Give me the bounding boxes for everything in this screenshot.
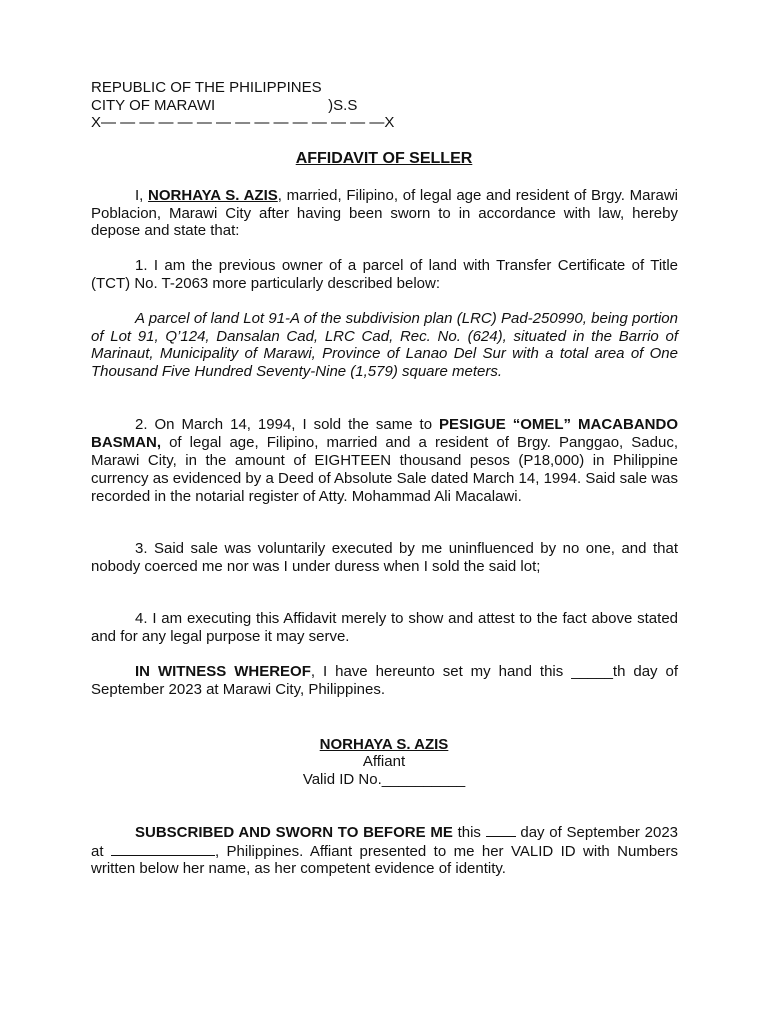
header-republic: REPUBLIC OF THE PHILIPPINES — [91, 79, 322, 96]
witness-paragraph — [91, 663, 678, 698]
jurat-month: day of September 2023 at — [91, 824, 678, 860]
intro-post: , married, Filipino, of legal age and resident of Brgy. Marawi Poblacion, Marawi City after having been sworn to in accordance with law, hereby depose and state that: — [91, 187, 678, 240]
witness-text: , I have hereunto set my hand this _____th day of September 2023 at Marawi City, Philippines. — [91, 663, 678, 698]
intro-paragraph — [91, 187, 678, 240]
jurat-paragraph — [91, 823, 678, 878]
paragraph-1: 1. I am the previous owner of a parcel of land with Transfer Certificate of Title (TCT) No. T-2063 more particularly described below: — [91, 257, 678, 292]
document-header — [91, 79, 691, 132]
jurat-lead: SUBSCRIBED AND SWORN TO BEFORE ME — [135, 824, 453, 841]
para2-pre: 2. On March 14, 1994, I sold the same to — [135, 416, 433, 433]
witness-lead: IN WITNESS WHEREOF — [135, 663, 311, 680]
day-blank[interactable] — [486, 823, 516, 837]
jurat-this: this — [457, 824, 481, 841]
paragraph-3: 3. Said sale was voluntarily executed by me uninfluenced by no one, and that nobody coerced me nor was I under duress when I sold the said lot; — [91, 540, 678, 575]
para2-post: of legal age, Filipino, married and a resident of Brgy. Panggao, Saduc, Marawi City, in the amount of EIGHTEEN thousand pesos (P18,000) in Philippine currency as evidenced by a Deed of Absolute Sale dated March 14, 1994. Said sale was recorded in the notarial register of Atty. Mohammad Ali Macalawi. — [91, 434, 678, 505]
signature-role: Affiant — [362, 753, 406, 770]
header-city: CITY OF MARAWI — [91, 96, 216, 114]
signature-valid-id: Valid ID No.__________ — [302, 771, 466, 788]
affiant-name: NORHAYA S. AZIS — [148, 187, 278, 204]
header-city-line — [91, 97, 691, 115]
paragraph-4: 4. I am executing this Affidavit merely to show and attest to the fact above stated and for any legal purpose it may serve. — [91, 610, 678, 645]
land-description: A parcel of land Lot 91-A of the subdivision plan (LRC) Pad-250990, being portion of Lot 91, Q’124, Dansalan Cad, LRC Cad, Rec. No. (624), situated in the Barrio of Marinaut, Municipality of Marawi, Province of Lanao Del Sur with a total area of One Thousand Five Hundred Seventy-Nine (1,579) square meters. — [91, 310, 678, 380]
document-title: AFFIDAVIT OF SELLER — [295, 150, 473, 167]
jurat-rest: , Philippines. Affiant presented to me her VALID ID with Numbers written below her name, as her competent evidence of identity. — [91, 842, 678, 878]
signature-name: NORHAYA S. AZIS — [319, 736, 449, 753]
header-ss: )S.S — [328, 96, 358, 114]
buyer-name: PESIGUE “OMEL” MACABANDO BASMAN, — [91, 416, 678, 451]
intro-pre: I, — [135, 187, 144, 204]
place-blank[interactable] — [111, 842, 215, 856]
header-separator: X— — — — — — — — — — — — — — —X — [91, 114, 395, 132]
paragraph-2 — [91, 416, 678, 506]
